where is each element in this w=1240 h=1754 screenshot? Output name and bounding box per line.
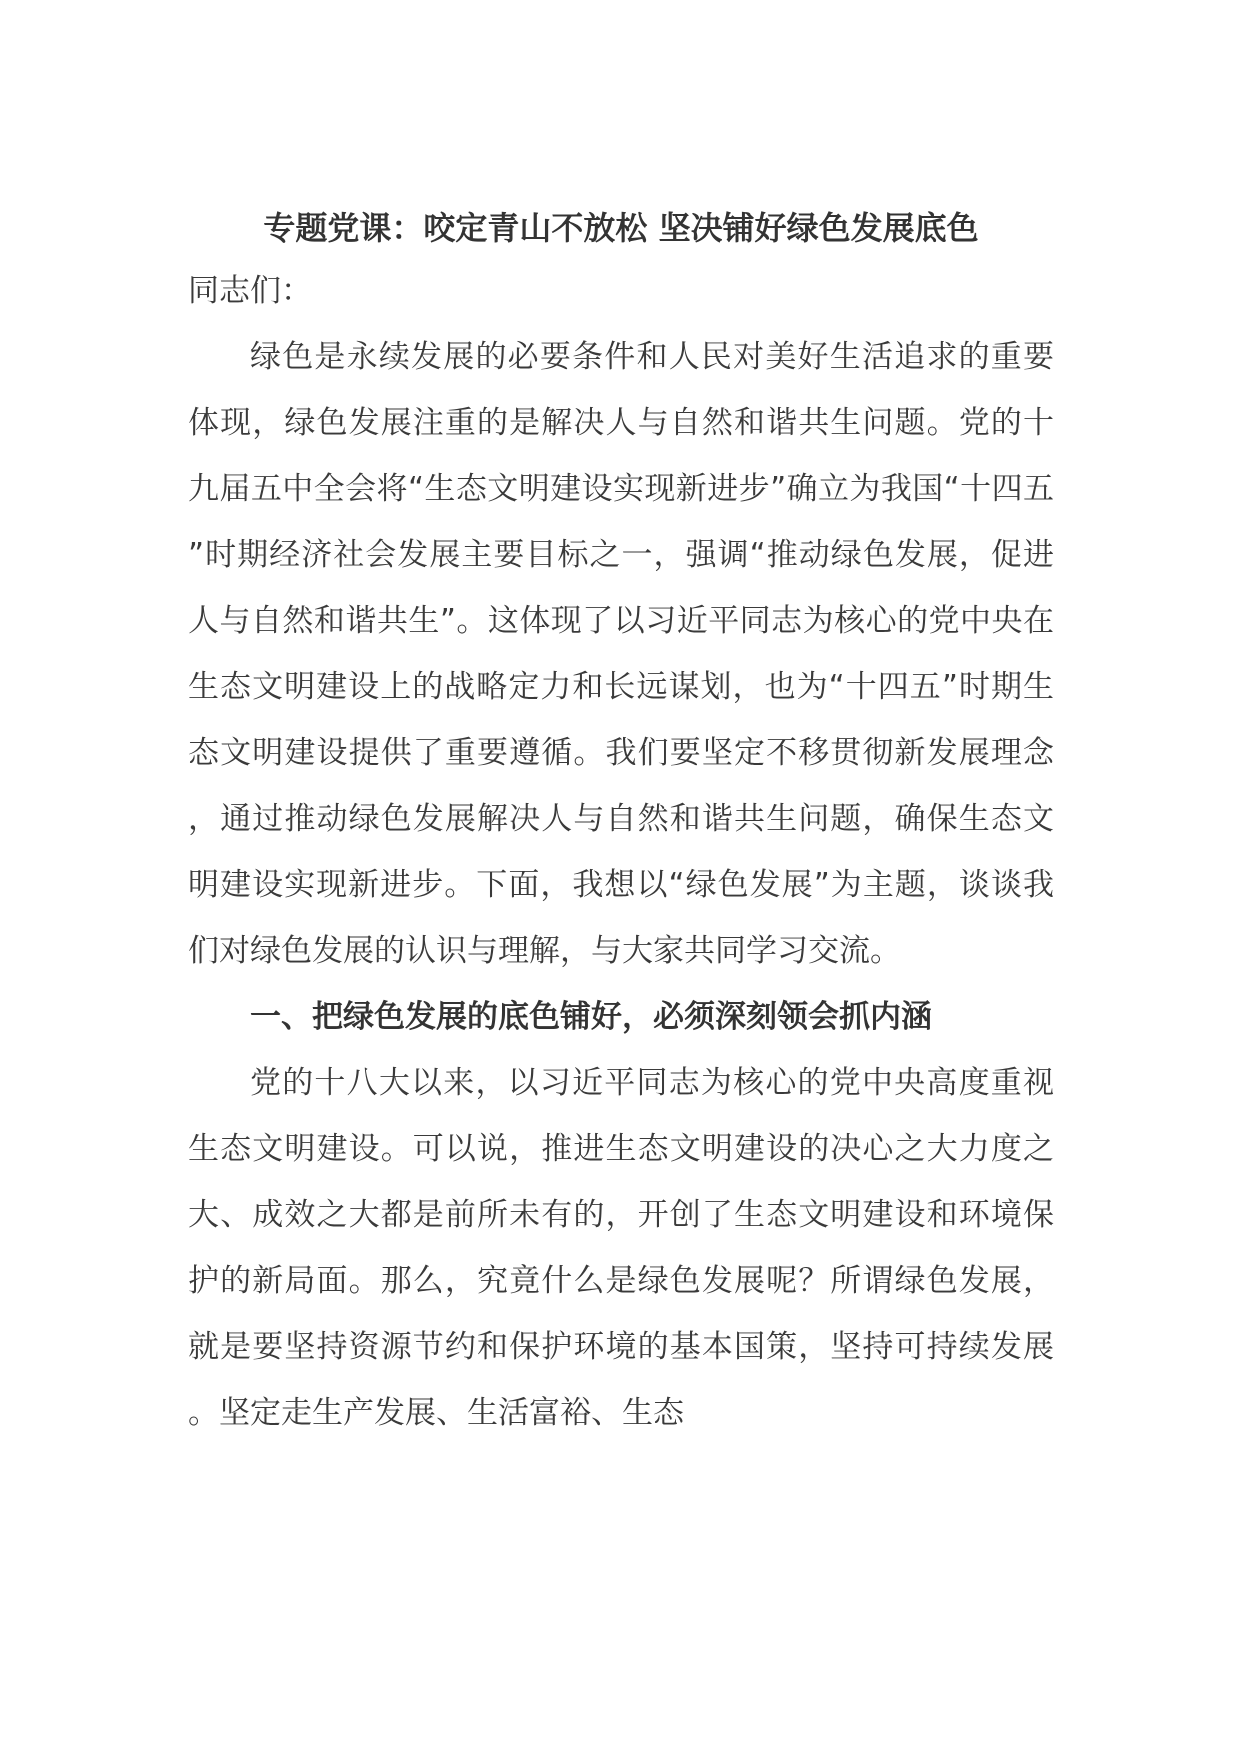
document-page bbox=[188, 200, 1054, 1446]
section-heading-1: 一、把绿色发展的底色铺好，必须深刻领会抓内涵 bbox=[250, 999, 932, 1035]
document-title: 专题党课：咬定青山不放松 坚决铺好绿色发展底色 bbox=[263, 209, 979, 247]
intro-paragraph: 绿色是永续发展的必要条件和人民对美好生活追求的重要体现，绿色发展注重的是解决人与自然和谐共生问题。党的十九届五中全会将“生态文明建设实现新进步”确立为我国“十四五”时期经济社会发展主要目标之一，强调“推动绿色发展，促进人与自然和谐共生”。这体现了以习近平同志为核心的党中央在生态文明建设上的战略定力和长远谋划，也为“十四五”时期生态文明建设提供了重要遵循。我们要坚定不移贯彻新发展理念，通过推动绿色发展解决人与自然和谐共生问题，确保生态文明建设实现新进步。下面，我想以“绿色发展”为主题，谈谈我们对绿色发展的认识与理解，与大家共同学习交流。 bbox=[188, 339, 1054, 969]
salutation: 同志们： bbox=[188, 273, 312, 309]
section-1-paragraph: 党的十八大以来，以习近平同志为核心的党中央高度重视生态文明建设。可以说，推进生态文明建设的决心之大力度之大、成效之大都是前所未有的，开创了生态文明建设和环境保护的新局面。那么，究竟什么是绿色发展呢？所谓绿色发展，就是要坚持资源节约和保护环境的基本国策，坚持可持续发展。坚定走生产发展、生活富裕、生态 bbox=[188, 1065, 1054, 1431]
